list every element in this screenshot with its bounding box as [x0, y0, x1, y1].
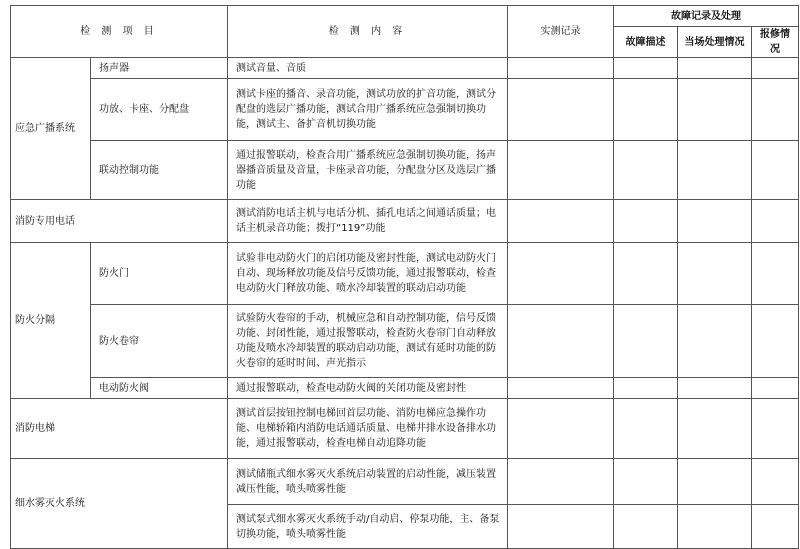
fault-desc-cell	[614, 200, 678, 243]
header-fault-report: 报修情况	[752, 27, 799, 58]
table-row	[11, 200, 799, 243]
fault-desc-cell	[614, 399, 678, 459]
fault-report-cell	[752, 58, 799, 79]
item-amp: 功放、卡座、分配盘	[91, 79, 228, 141]
category-fire-sep: 防火分隔	[11, 243, 91, 399]
fault-onsite-cell	[678, 399, 752, 459]
fault-desc-cell	[614, 378, 678, 399]
fault-report-cell	[752, 141, 799, 200]
fault-onsite-cell	[678, 378, 752, 399]
table-row	[11, 58, 799, 79]
record-cell	[508, 459, 614, 505]
category-broadcast: 应急广播系统	[11, 58, 91, 200]
fault-desc-cell	[614, 79, 678, 141]
record-cell	[508, 399, 614, 459]
record-cell	[508, 505, 614, 549]
fault-onsite-cell	[678, 200, 752, 243]
fault-desc-cell	[614, 141, 678, 200]
category-phone: 消防专用电话	[11, 200, 228, 243]
content-mist-bottle: 测试储瓶式细水雾灭火系统启动装置的启动性能，减压装置减压性能，喷头喷雾性能	[228, 459, 508, 505]
header-record: 实测记录	[508, 6, 614, 58]
fault-report-cell	[752, 505, 799, 549]
header-content: 检 测 内 容	[228, 6, 508, 58]
header-item: 检 测 项 目	[11, 6, 228, 58]
fault-onsite-cell	[678, 305, 752, 378]
record-cell	[508, 378, 614, 399]
content-mist-pump: 测试泵式细水雾灭火系统手动/自动启、停泵功能，主、备泵切换功能，喷头喷雾性能	[228, 505, 508, 549]
item-speaker: 扬声器	[91, 58, 228, 79]
record-cell	[508, 141, 614, 200]
table-row	[11, 305, 799, 378]
fault-onsite-cell	[678, 79, 752, 141]
content-phone: 测试消防电话主机与电话分机、插孔电话之间通话质量；电话主机录音功能；拨打“119”功能	[228, 200, 508, 243]
content-shutter: 试验防火卷帘的手动，机械应急和自动控制功能，信号反馈功能、封闭性能，通过报警联动，检查防火卷帘门自动释放功能及喷水冷却装置的联动启动功能，测试有延时功能的防火卷帘的延时时间、声光指示	[228, 305, 508, 378]
content-door: 试验非电动防火门的启闭功能及密封性能，测试电动防火门自动、现场释放功能及信号反馈功能，通过报警联动，检查电动防火门释放功能、喷水冷却装置的联动启动功能	[228, 243, 508, 305]
fault-desc-cell	[614, 58, 678, 79]
fault-report-cell	[752, 79, 799, 141]
record-cell	[508, 200, 614, 243]
record-cell	[508, 79, 614, 141]
fault-report-cell	[752, 243, 799, 305]
table-row	[11, 243, 799, 305]
item-link: 联动控制功能	[91, 141, 228, 200]
content-amp: 测试卡座的播音、录音功能，测试功放的扩音功能，测试分配盘的选层广播功能，测试合用广播系统应急强制切换功能，测试主、备扩音机切换功能	[228, 79, 508, 141]
fault-onsite-cell	[678, 459, 752, 505]
fault-report-cell	[752, 305, 799, 378]
table-row	[11, 459, 799, 505]
item-shutter: 防火卷帘	[91, 305, 228, 378]
fault-desc-cell	[614, 459, 678, 505]
fault-desc-cell	[614, 505, 678, 549]
fault-onsite-cell	[678, 58, 752, 79]
category-mist: 细水雾灭火系统	[11, 459, 228, 549]
table-row	[11, 399, 799, 459]
content-elevator: 测试首层按钮控制电梯回首层功能、消防电梯应急操作功能、电梯轿箱内消防电话通话质量、电梯井排水设备排水功能，通过报警联动，检查电梯自动追降功能	[228, 399, 508, 459]
fault-onsite-cell	[678, 141, 752, 200]
content-link: 通过报警联动，检查合用广播系统应急强制切换功能，扬声器播音质量及音量，卡座录音功能，分配盘分区及选层广播功能	[228, 141, 508, 200]
content-speaker: 测试音量、音质	[228, 58, 508, 79]
record-cell	[508, 58, 614, 79]
fault-desc-cell	[614, 305, 678, 378]
fault-report-cell	[752, 459, 799, 505]
table-row	[11, 79, 799, 141]
header-fault: 故障记录及处理	[614, 6, 799, 27]
fault-report-cell	[752, 200, 799, 243]
fault-onsite-cell	[678, 243, 752, 305]
fault-onsite-cell	[678, 505, 752, 549]
record-cell	[508, 305, 614, 378]
table-row	[11, 141, 799, 200]
category-elevator: 消防电梯	[11, 399, 228, 459]
fault-desc-cell	[614, 243, 678, 305]
header-fault-desc: 故障描述	[614, 27, 678, 58]
content-valve: 通过报警联动，检查电动防火阀的关闭功能及密封性	[228, 378, 508, 399]
header-fault-onsite: 当场处理情况	[678, 27, 752, 58]
item-door: 防火门	[91, 243, 228, 305]
fault-report-cell	[752, 399, 799, 459]
table-row	[11, 378, 799, 399]
inspection-table	[10, 5, 799, 549]
fault-report-cell	[752, 378, 799, 399]
record-cell	[508, 243, 614, 305]
item-valve: 电动防火阀	[91, 378, 228, 399]
